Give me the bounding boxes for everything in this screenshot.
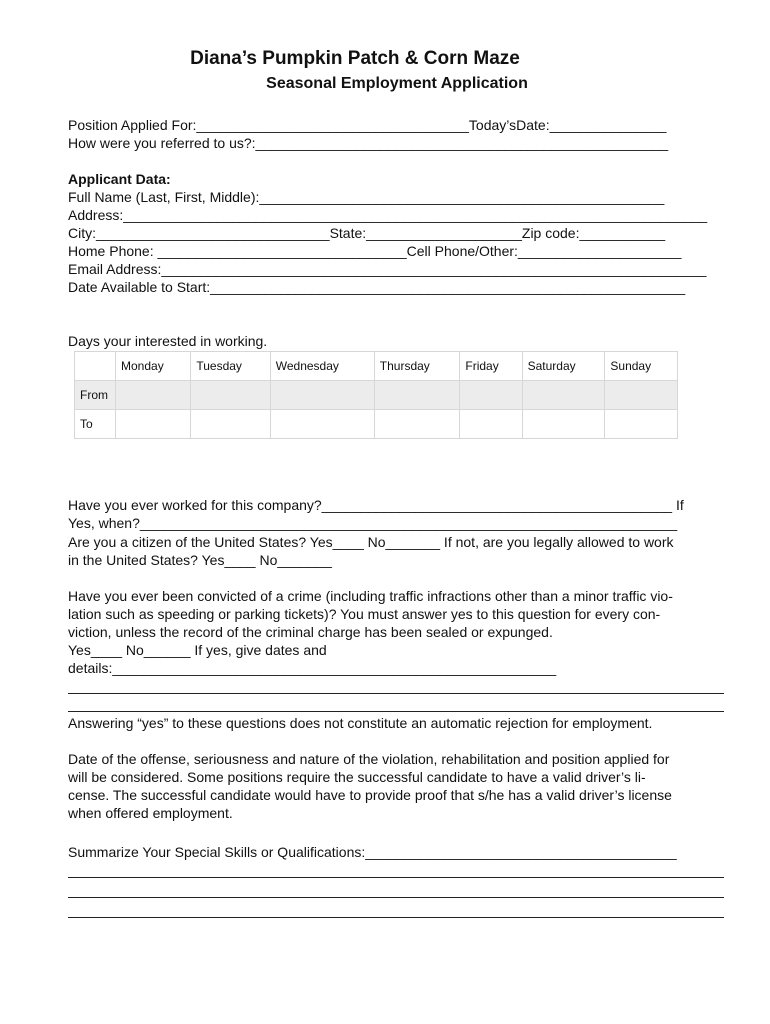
time-cell[interactable]: [460, 410, 522, 439]
days-caption: Days your interested in working.: [68, 333, 268, 349]
time-cell[interactable]: [374, 381, 460, 410]
worked-when-field[interactable]: Yes, when?_____________________________________________________________________: [68, 515, 678, 531]
legally-allowed-question[interactable]: in the United States? Yes____ No_______: [68, 552, 332, 568]
table-header-cell: Friday: [460, 352, 522, 381]
details-blank-line[interactable]: [68, 693, 724, 694]
skills-field[interactable]: Summarize Your Special Skills or Qualifications:________________________________________: [68, 844, 677, 860]
table-header-cell: Thursday: [374, 352, 460, 381]
crime-question-line: Have you ever been convicted of a crime (including traffic infractions other than a minor traffic vio-: [68, 588, 673, 604]
table-header-cell: Saturday: [522, 352, 605, 381]
email-field[interactable]: Email Address:______________________________________________________________________: [68, 261, 707, 277]
time-cell[interactable]: [374, 410, 460, 439]
full-name-field[interactable]: Full Name (Last, First, Middle):____________________________________________________: [68, 189, 665, 205]
date-available-field[interactable]: Date Available to Start:_____________________________________________________________: [68, 279, 686, 295]
citizen-question[interactable]: Are you a citizen of the United States? Yes____ No_______ If not, are you legally allowed to work: [68, 534, 674, 550]
time-cell[interactable]: [522, 381, 605, 410]
availability-table: [74, 351, 678, 439]
crime-question-line: viction, unless the record of the criminal charge has been sealed or expunged.: [68, 624, 553, 640]
time-cell[interactable]: [270, 381, 374, 410]
crime-answer-field[interactable]: Yes____ No______ If yes, give dates and: [68, 642, 327, 658]
phone-field[interactable]: Home Phone: ________________________________Cell Phone/Other:_____________________: [68, 243, 682, 259]
table-header-cell: [75, 352, 116, 381]
time-cell[interactable]: [605, 381, 678, 410]
offense-note-line: Date of the offense, seriousness and nature of the violation, rehabilitation and position applied for: [68, 751, 670, 767]
offense-note-line: will be considered. Some positions require the successful candidate to have a valid driver’s li-: [68, 769, 646, 785]
table-header-cell: Monday: [116, 352, 191, 381]
skills-blank-line[interactable]: [68, 917, 724, 918]
referred-by-field[interactable]: How were you referred to us?:_____________________________________________________: [68, 135, 669, 151]
time-cell[interactable]: [522, 410, 605, 439]
time-cell[interactable]: [191, 381, 270, 410]
table-row: [75, 410, 678, 439]
skills-blank-line[interactable]: [68, 897, 724, 898]
address-field[interactable]: Address:___________________________________________________________________________: [68, 207, 708, 223]
offense-note-line: cense. The successful candidate would have to provide proof that s/he has a valid driver’s license: [68, 787, 672, 803]
form-subtitle: Seasonal Employment Application: [266, 75, 528, 92]
worked-before-field[interactable]: Have you ever worked for this company?_____________________________________________ If: [68, 497, 684, 513]
applicant-data-heading: Applicant Data:: [68, 171, 171, 187]
details-blank-line[interactable]: [68, 711, 724, 712]
crime-details-field[interactable]: details:_________________________________________________________: [68, 660, 557, 676]
time-cell[interactable]: [116, 410, 191, 439]
row-label: To: [75, 410, 116, 439]
table-row: [75, 381, 678, 410]
answer-yes-note: Answering “yes” to these questions does not constitute an automatic rejection for employment.: [68, 715, 653, 731]
table-header-cell: Sunday: [605, 352, 678, 381]
crime-question-line: lation such as speeding or parking tickets)? You must answer yes to this question for every con-: [68, 606, 661, 622]
row-label: From: [75, 381, 116, 410]
table-header-row: [75, 352, 678, 381]
offense-note-line: when offered employment.: [68, 805, 233, 821]
table-header-cell: Wednesday: [270, 352, 374, 381]
time-cell[interactable]: [191, 410, 270, 439]
form-title: Diana’s Pumpkin Patch & Corn Maze: [190, 48, 520, 69]
time-cell[interactable]: [270, 410, 374, 439]
skills-blank-line[interactable]: [68, 877, 724, 878]
time-cell[interactable]: [460, 381, 522, 410]
table-header-cell: Tuesday: [191, 352, 270, 381]
city-state-zip-field[interactable]: City:______________________________State:____________________Zip code:___________: [68, 225, 666, 241]
time-cell[interactable]: [605, 410, 678, 439]
position-applied-field[interactable]: Position Applied For:___________________________________Today’sDate:_______________: [68, 117, 667, 133]
time-cell[interactable]: [116, 381, 191, 410]
